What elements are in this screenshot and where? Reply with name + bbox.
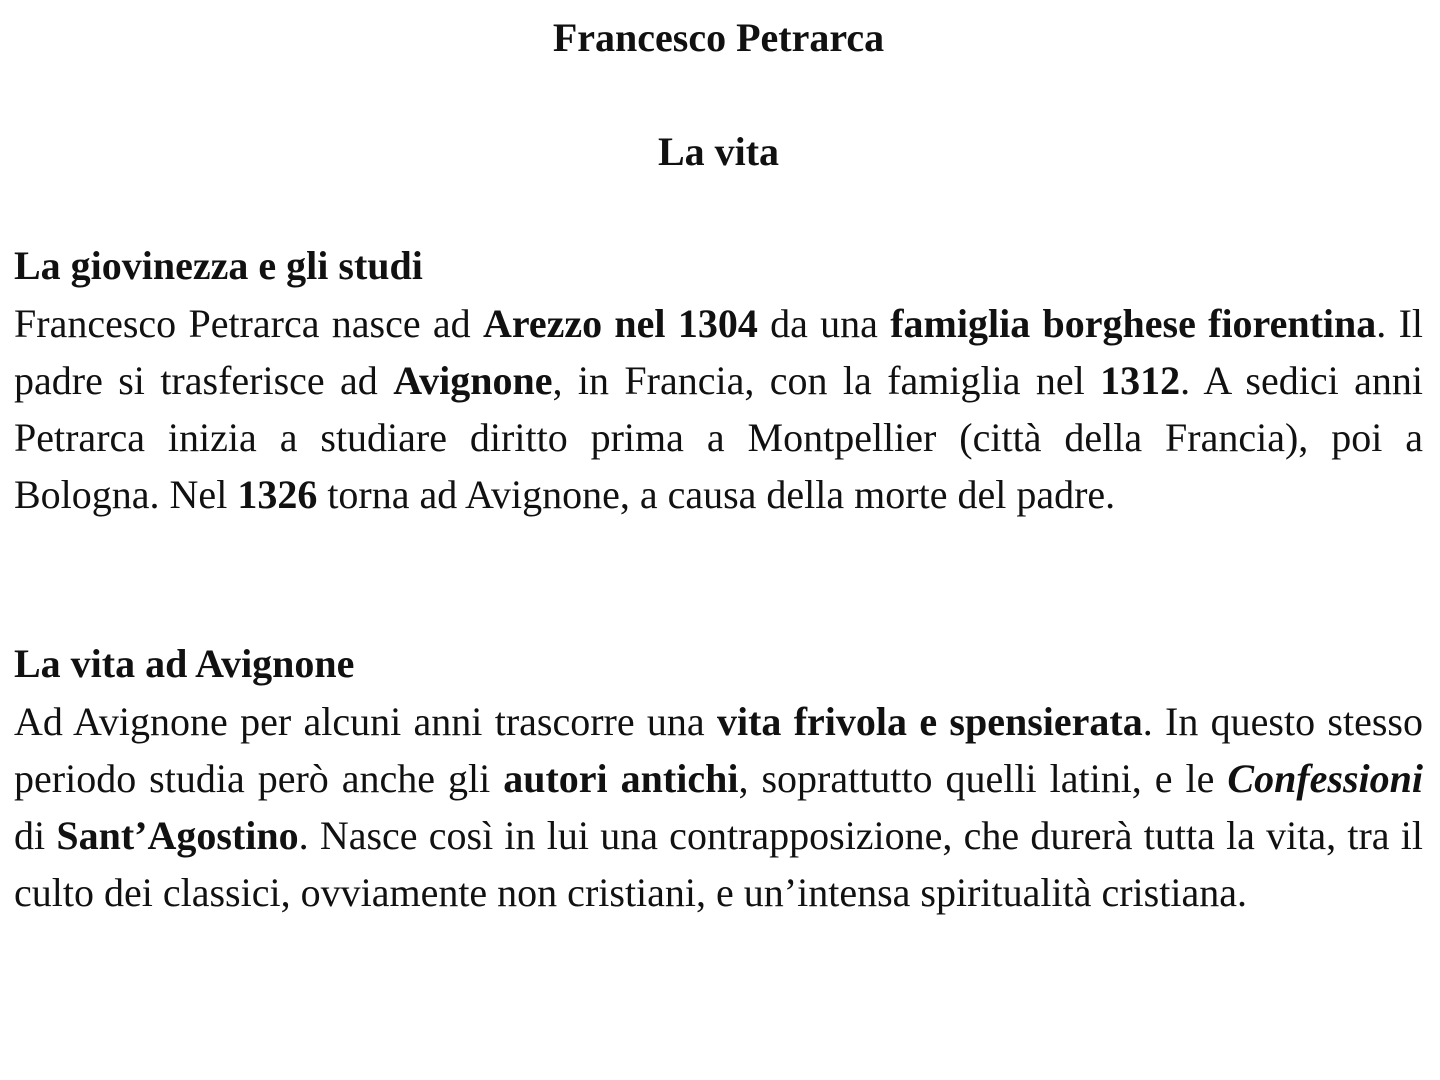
bold-italic-run: Confessioni <box>1227 756 1424 801</box>
text-run: . A sedici anni Petrarca inizia a studiare diritto prima a Montpellier (città della Francia), poi a Bologna. Nel <box>14 358 1424 517</box>
document-title: Francesco Petrarca <box>552 15 885 60</box>
bold-run: 1326 <box>237 472 318 517</box>
section-heading-giovinezza: La giovinezza e gli studi <box>14 243 423 288</box>
bold-run: autori antichi <box>503 756 739 801</box>
bold-run: Avignone <box>393 358 553 403</box>
document-subtitle: La vita <box>657 129 780 174</box>
bold-run: vita frivola e spensierata <box>716 699 1143 744</box>
text-run: , soprattutto quelli latini, e le <box>738 756 1228 801</box>
bold-run: famiglia borghese fiorentina <box>890 301 1377 346</box>
text-run: Francesco Petrarca nasce ad <box>14 301 483 346</box>
bold-run: 1312 <box>1100 358 1181 403</box>
text-run: . In questo stesso periodo studia però anche gli <box>14 699 1423 801</box>
section-paragraph-avignone <box>14 693 1423 921</box>
bold-run: Arezzo nel 1304 <box>482 301 758 346</box>
text-run: da una <box>757 301 891 346</box>
text-run: di <box>14 813 57 858</box>
text-run: , in Francia, con la famiglia nel <box>552 358 1101 403</box>
section-paragraph-giovinezza <box>14 295 1423 523</box>
text-run: torna ad Avignone, a causa della morte del padre. <box>317 472 1116 517</box>
bold-run: Sant’Agostino <box>56 813 299 858</box>
text-run: . Il padre si trasferisce ad <box>14 301 1424 403</box>
text-run: . Nasce così in lui una contrapposizione, che durerà tutta la vita, tra il culto dei classici, ovviamente non cristiani, e un’intensa spiritualità cristiana. <box>14 813 1423 915</box>
text-run: Ad Avignone per alcuni anni trascorre una <box>14 699 717 744</box>
section-heading-avignone: La vita ad Avignone <box>14 641 355 686</box>
